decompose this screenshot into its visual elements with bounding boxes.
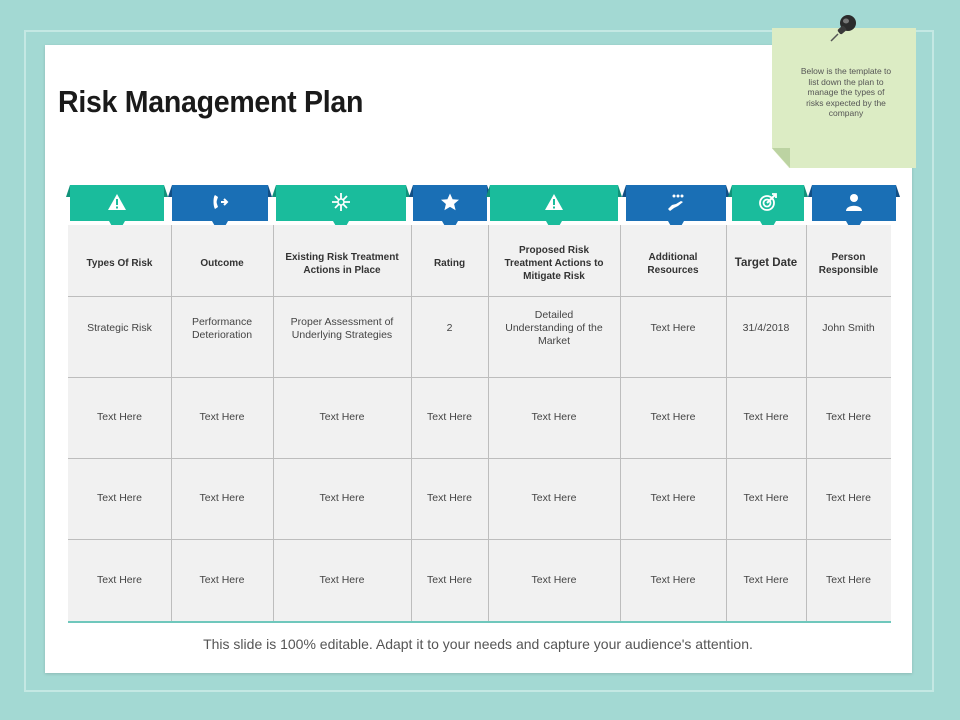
table-cell: Text Here bbox=[743, 492, 789, 504]
table-cell: Text Here bbox=[199, 573, 245, 586]
table-header-cell: Proposed Risk Treatment Actions to Mitigate Risk bbox=[504, 245, 604, 282]
page-title: Risk Management Plan bbox=[58, 84, 364, 119]
table-cell: Text Here bbox=[319, 573, 365, 586]
table-cell: Text Here bbox=[199, 411, 245, 423]
person-icon bbox=[844, 192, 864, 212]
table-cell: Text Here bbox=[650, 322, 696, 334]
table-cell: Proper Assessment of Underlying Strategies bbox=[290, 315, 394, 341]
table-cell: Text Here bbox=[743, 411, 789, 423]
table-header-cell: Person Responsible bbox=[818, 251, 879, 276]
table-cell: Text Here bbox=[319, 411, 365, 423]
footer-note: This slide is 100% editable. Adapt it to your needs and capture your audience's attention. bbox=[203, 636, 753, 652]
push-pin-icon bbox=[826, 10, 862, 46]
table-cell: Text Here bbox=[319, 492, 365, 504]
sticky-note-text: Below is the template to list down the plan to manage the types of risks expected by the company bbox=[800, 66, 892, 118]
warning-icon bbox=[544, 192, 564, 212]
table-cell: Text Here bbox=[826, 573, 871, 586]
table-cell: Text Here bbox=[826, 492, 871, 504]
table-cell: 2 bbox=[446, 322, 453, 334]
hand-giving-icon bbox=[666, 192, 686, 212]
table-header-cell: Existing Risk Treatment Actions in Place bbox=[285, 251, 399, 276]
table-cell: Text Here bbox=[97, 492, 142, 504]
star-icon bbox=[440, 192, 460, 212]
table-cell: Text Here bbox=[650, 573, 696, 586]
table-cell: Text Here bbox=[427, 492, 472, 504]
table-cell: John Smith bbox=[822, 322, 875, 334]
table-cell: Performance Deterioration bbox=[191, 315, 253, 341]
table-cell: Text Here bbox=[826, 411, 871, 423]
table-header-cell: Additional Resources bbox=[647, 251, 699, 276]
table-cell: Text Here bbox=[531, 411, 577, 423]
table-cell: Text Here bbox=[199, 492, 245, 504]
table-cell: Text Here bbox=[531, 573, 577, 586]
table-header-cell: Target Date bbox=[734, 257, 798, 269]
risk-table bbox=[68, 225, 891, 623]
phone-exit-icon bbox=[210, 192, 230, 212]
table-header-cell: Outcome bbox=[200, 258, 244, 269]
table-cell: Text Here bbox=[650, 411, 696, 423]
table-cell: Text Here bbox=[427, 411, 472, 423]
table-header-cell: Rating bbox=[433, 258, 466, 269]
table-cell: Detailed Understanding of the Market bbox=[505, 309, 603, 347]
sparkle-icon bbox=[331, 192, 351, 212]
table-cell: Text Here bbox=[97, 411, 142, 423]
table-cell: Text Here bbox=[97, 573, 142, 586]
table-cell: Text Here bbox=[743, 573, 789, 586]
target-icon bbox=[758, 192, 778, 212]
table-cell: Text Here bbox=[650, 492, 696, 504]
table-cell: Text Here bbox=[427, 573, 472, 586]
warning-icon bbox=[107, 192, 127, 212]
table-header-cell: Types Of Risk bbox=[86, 258, 153, 269]
table-cell: Text Here bbox=[531, 492, 577, 504]
table-cell: 31/4/2018 bbox=[742, 322, 790, 334]
table-cell: Strategic Risk bbox=[87, 322, 152, 334]
